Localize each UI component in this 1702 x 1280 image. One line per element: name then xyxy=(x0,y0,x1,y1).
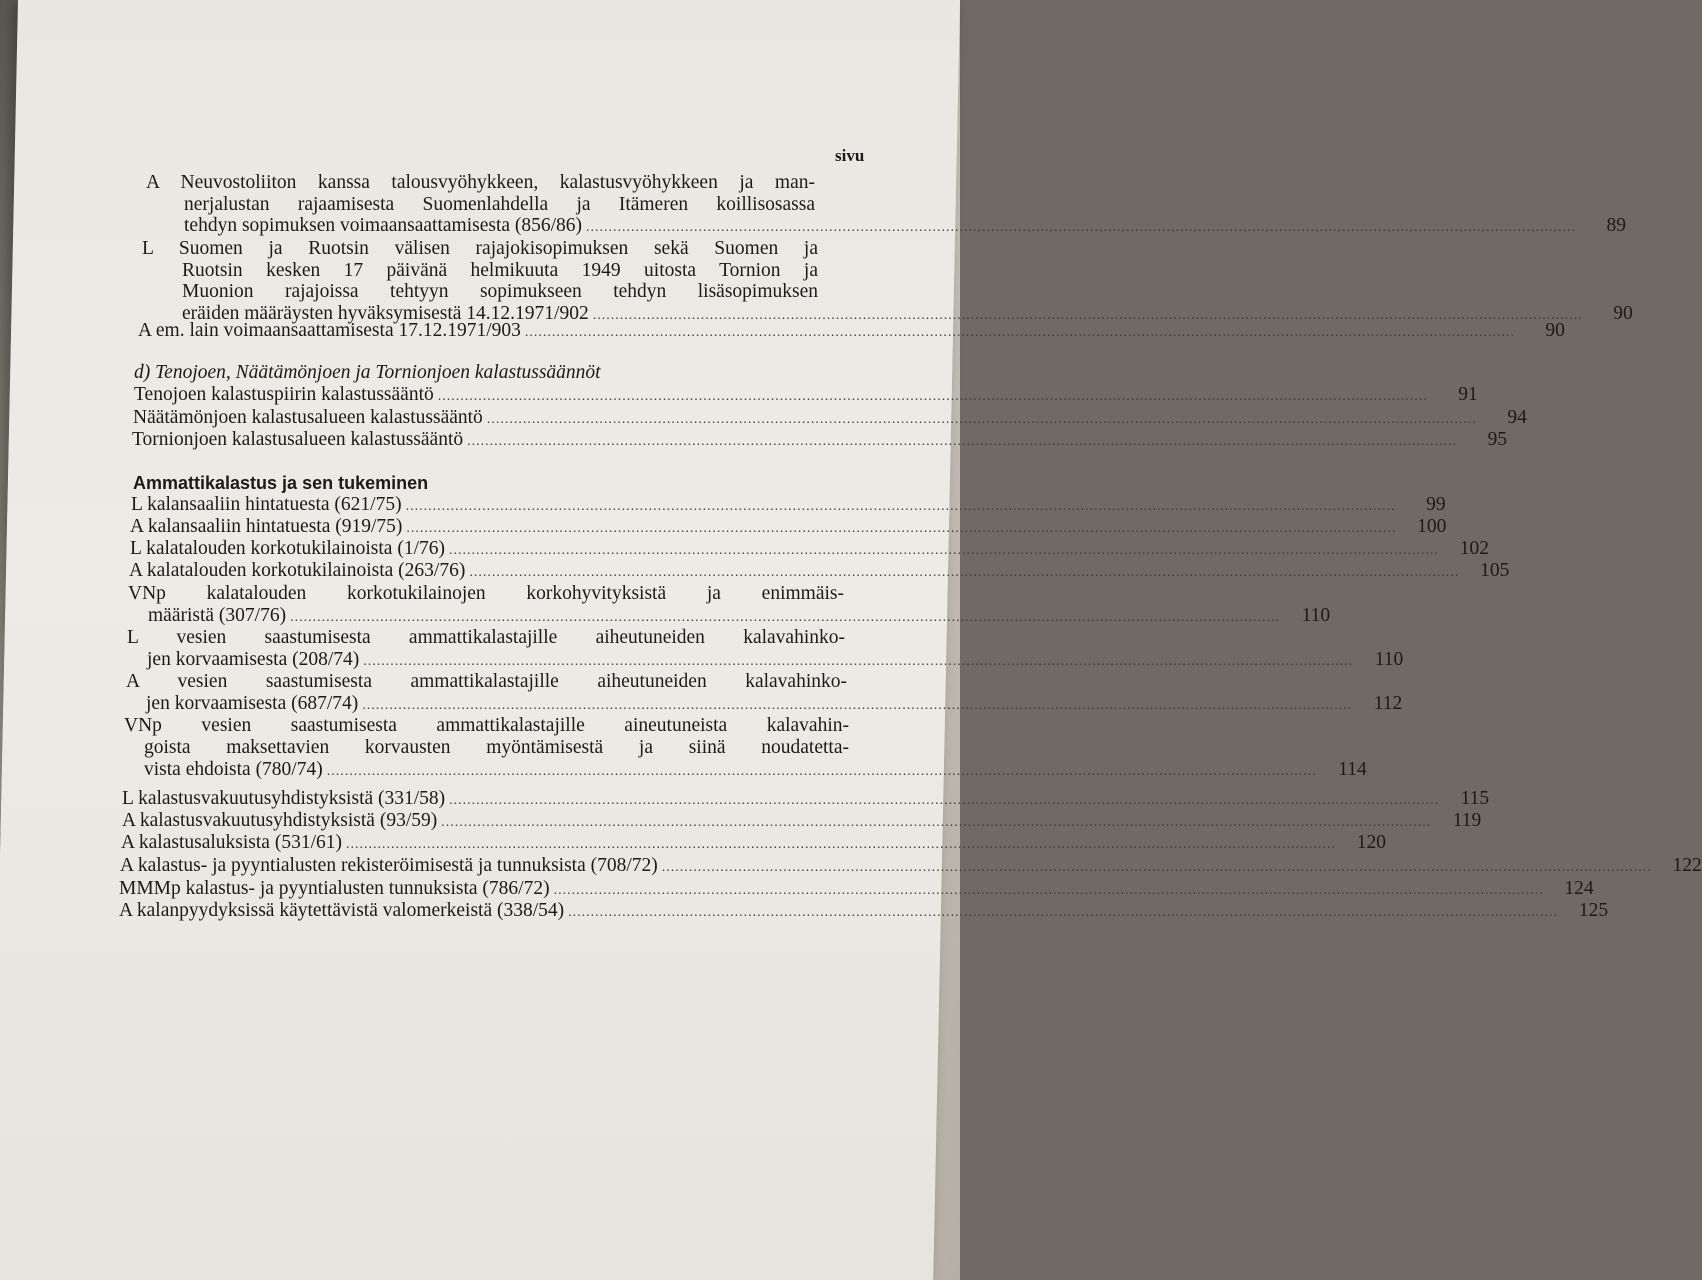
entry-line-last xyxy=(122,788,1490,812)
page-number: 91 xyxy=(1458,384,1478,405)
entry-line-last xyxy=(138,320,1565,344)
entry-line-last xyxy=(119,900,1609,924)
entry-text: Tenojoen kalastuspiirin kalastussääntö xyxy=(134,384,434,405)
entry-text: A kalansaaliin hintatuesta (919/75) xyxy=(130,516,403,537)
entry-text: A kalastus- ja pyyntialusten rekisteröimisestä ja tunnuksista (708/72) xyxy=(120,855,658,876)
entry-line-last xyxy=(129,560,1510,584)
leader-dots: ............................................................................................................................................................................................................................ xyxy=(449,793,1440,808)
entry-text: jen korvaamisesta (687/74) xyxy=(146,693,359,714)
page-number: 105 xyxy=(1480,560,1510,581)
entry-text: Tornionjoen kalastusalueen kalastussääntö xyxy=(132,429,464,450)
entry-text: A em. lain voimaansaattamisesta 17.12.1971/903 xyxy=(138,320,521,341)
leader-dots: ............................................................................................................................................................................................................................ xyxy=(441,815,1432,830)
page-number: 100 xyxy=(1417,516,1447,537)
page-number: 110 xyxy=(1374,649,1404,670)
entry-text: A kalanpyydyksissä käytettävistä valomerkeistä (338/54) xyxy=(119,900,565,921)
page-number: 120 xyxy=(1356,832,1386,853)
entry-line-last xyxy=(131,494,1446,518)
entry-line: goista maksettavien korvausten myöntämisestä ja siinä noudatetta- xyxy=(144,737,849,758)
entry-line: A vesien saastumisesta ammattikalastajille aiheutuneiden kalavahinko- xyxy=(126,671,847,692)
page-number: 115 xyxy=(1460,788,1490,809)
page-number: 110 xyxy=(1301,605,1331,626)
leader-dots: ............................................................................................................................................................................................................................ xyxy=(592,307,1583,323)
page-number: 90 xyxy=(1613,302,1633,324)
page-number: 125 xyxy=(1578,900,1609,921)
toc-entry xyxy=(132,429,1508,453)
entry-line-last xyxy=(120,855,1702,879)
entry-text: tehdyn sopimuksen voimaansaattamisesta (856/86) xyxy=(184,215,583,236)
leader-dots: ............................................................................................................................................................................................................................ xyxy=(568,905,1559,920)
sivu-label: sivu xyxy=(835,146,865,165)
page-number: 89 xyxy=(1606,215,1627,236)
page-number: 114 xyxy=(1338,759,1367,780)
entry-text: eräiden määräysten hyväksymisestä 14.12.1971/902 xyxy=(182,302,589,324)
entry-line-last xyxy=(121,832,1386,856)
entry-text: L kalansaaliin hintatuesta (621/75) xyxy=(131,494,402,515)
entry-text: Näätämönjoen kalastusalueen kalastussääntö xyxy=(133,407,483,428)
entry-text: vista ehdoista (780/74) xyxy=(144,759,323,780)
leader-dots: ............................................................................................................................................................................................................................ xyxy=(437,389,1428,404)
section-heading: Ammattikalastus ja sen tukeminen xyxy=(133,473,429,493)
entry-line-last xyxy=(119,878,1594,902)
section-heading: d) Tenojoen, Näätämönjoen ja Tornionjoen kalastussäännöt xyxy=(134,362,601,383)
page-number: 119 xyxy=(1452,810,1482,831)
entry-line-last xyxy=(184,215,1627,239)
leader-dots: ............................................................................................................................................................................................................................ xyxy=(406,521,1397,536)
entry-line: L vesien saastumisesta ammattikalastajille aiheutuneiden kalavahinko- xyxy=(127,627,845,648)
leader-dots: ............................................................................................................................................................................................................................ xyxy=(363,654,1354,669)
entry-line: Muonion rajajoissa tehtyyn sopimukseen tehdyn lisäsopimuksen xyxy=(182,281,818,302)
entry-text: L kalatalouden korkotukilainoista (1/76) xyxy=(130,538,445,559)
leader-dots: ............................................................................................................................................................................................................................ xyxy=(405,499,1396,514)
leader-dots: ............................................................................................................................................................................................................................ xyxy=(661,860,1652,875)
page-number: 124 xyxy=(1564,878,1594,899)
leader-dots: ............................................................................................................................................................................................................................ xyxy=(524,325,1515,340)
toc-entry xyxy=(134,384,1478,408)
toc-entry xyxy=(133,407,1527,431)
leader-dots: ............................................................................................................................................................................................................................ xyxy=(345,837,1336,852)
page-number: 94 xyxy=(1507,407,1527,428)
page-number: 95 xyxy=(1487,429,1508,450)
leader-dots: ............................................................................................................................................................................................................................ xyxy=(553,883,1544,898)
entry-line-last xyxy=(146,693,1403,717)
entry-line: nerjalustan rajaamisesta Suomenlahdella ja Itämeren koillisosassa xyxy=(184,193,815,215)
entry-text: A kalatalouden korkotukilainoista (263/76) xyxy=(129,560,466,581)
page-number: 99 xyxy=(1426,494,1446,515)
entry-line: VNp kalatalouden korkotukilainojen korkohyvityksistä ja enimmäis- xyxy=(128,583,844,604)
entry-text: jen korvaamisesta (208/74) xyxy=(147,649,360,670)
entry-text: L kalastusvakuutusyhdistyksistä (331/58) xyxy=(122,788,446,809)
entry-text: A kalastusvakuutusyhdistyksistä (93/59) xyxy=(122,810,438,831)
entry-line-last xyxy=(130,538,1489,562)
entry-line-last xyxy=(122,810,1482,834)
entry-text: A kalastusaluksista (531/61) xyxy=(121,832,342,853)
leader-dots: ............................................................................................................................................................................................................................ xyxy=(467,434,1458,449)
entry-line: Ruotsin kesken 17 päivänä helmikuuta 1949 uitosta Tornion ja xyxy=(182,259,818,281)
page-number: 102 xyxy=(1459,538,1489,559)
page-number: 90 xyxy=(1545,320,1565,341)
entry-line: VNp vesien saastumisesta ammattikalastajille aineutuneista kalavahin- xyxy=(124,715,849,736)
leader-dots: ............................................................................................................................................................................................................................ xyxy=(486,412,1477,427)
leader-dots: ............................................................................................................................................................................................................................ xyxy=(290,610,1281,625)
leader-dots: ............................................................................................................................................................................................................................ xyxy=(362,698,1353,713)
page-number: 112 xyxy=(1373,693,1403,714)
entry-line-last xyxy=(148,605,1331,629)
entry-line: A Neuvostoliiton kanssa talousvyöhykkeen, kalastusvyöhykkeen ja man- xyxy=(146,172,815,193)
leader-dots: ............................................................................................................................................................................................................................ xyxy=(469,565,1460,580)
entry-line-last xyxy=(130,516,1447,540)
entry-line-last xyxy=(144,759,1367,783)
leader-dots: ............................................................................................................................................................................................................................ xyxy=(326,764,1317,779)
entry-text: määristä (307/76) xyxy=(148,605,287,626)
entry-line: L Suomen ja Ruotsin välisen rajajokisopimuksen sekä Suomen ja xyxy=(142,238,818,259)
leader-dots: ............................................................................................................................................................................................................................ xyxy=(586,220,1577,235)
leader-dots: ............................................................................................................................................................................................................................ xyxy=(449,543,1439,558)
entry-text: MMMp kalastus- ja pyyntialusten tunnuksista (786/72) xyxy=(119,878,550,899)
page-number: 122 xyxy=(1672,855,1702,876)
entry-line-last xyxy=(147,649,1404,673)
